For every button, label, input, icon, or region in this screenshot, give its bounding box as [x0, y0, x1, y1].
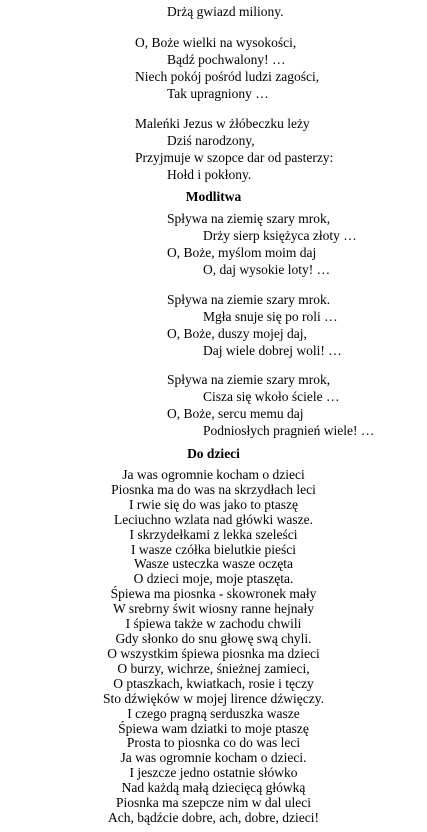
- poem-line: O, daj wysokie loty! …: [203, 262, 331, 277]
- poem-line: Sto dźwięków w mojej lirence dźwięczy.: [102, 690, 325, 706]
- poem-line: O, Boże, sercu memu daj: [167, 406, 304, 421]
- poem-line: Piosnka ma do was na skrzydłach leci: [111, 481, 316, 497]
- poem-line: O dzieci moje, moje ptaszęta.: [133, 571, 294, 587]
- poem-line: Spływa na ziemię szary mrok,: [167, 211, 331, 226]
- poem-line: I śpiewa także w zachodu chwili: [125, 616, 302, 632]
- poem-line: Piosnka ma szepcze nim w dal uleci: [116, 795, 311, 811]
- poem-line: Ach, bądźcie dobre, ach, dobre, dzieci!: [107, 810, 320, 825]
- poem-line: Podniosłych pragnień wiele! …: [203, 423, 375, 438]
- poem-line: I jeszcze jedno ostatnie słówko: [129, 765, 298, 781]
- poem-line: Niech pokój pośród ludzi zagości,: [135, 69, 320, 84]
- poem-line: Ja was ogromnie kocham o dzieci.: [120, 750, 307, 766]
- poem-line: Bądź pochwalony! …: [167, 52, 286, 67]
- poem-line: O, Boże, myślom moim daj: [167, 245, 317, 260]
- poem-title: Do dzieci: [187, 446, 240, 461]
- poem-line: Cisza się wkoło ściele …: [203, 389, 340, 404]
- poem-line: I skrzydełkami z lekka szeleści: [129, 526, 298, 542]
- poem-line: I rwie się do was jako to ptaszę: [128, 496, 299, 512]
- poem-line: Nad każdą małą dziecięcą główką: [121, 780, 306, 796]
- poem-line: Daj wiele dobrej woli! …: [203, 343, 342, 358]
- poem-line: Tak upragniony …: [167, 86, 269, 101]
- poem-line: Przyjmuje w szopce dar od pasterzy:: [135, 150, 334, 165]
- poem-line: I wasze czółka bielutkie pieści: [131, 541, 296, 557]
- poem-line: Wasze usteczka wasze oczęta: [134, 556, 293, 572]
- poem-line: Śpiewa ma piosnka - skowronek mały: [110, 586, 317, 602]
- poem-line: Spływa na ziemie szary mrok,: [167, 372, 331, 387]
- poem-line: Prosta to piosnka co do was leci: [126, 735, 301, 751]
- poem-line: O, Boże, duszy mojej daj,: [167, 326, 307, 341]
- poem-line: Śpiewa wam dziatki to moje ptaszę: [118, 720, 309, 736]
- poem-line: Spływa na ziemie szary mrok.: [167, 292, 331, 307]
- fragment-line: Drżą gwiazd miliony.: [167, 4, 284, 19]
- poem-line: O wszystkim śpiewa piosnka ma dzieci: [107, 645, 320, 661]
- poem-line: Hołd i pokłony.: [167, 167, 252, 182]
- poem-line: Gdy słonko do snu głowę swą chyli.: [115, 631, 312, 647]
- poem-line: O, Boże wielki na wysokości,: [135, 35, 297, 50]
- poem-line: Leciuchno wzlata nad główki wasze.: [113, 511, 314, 527]
- poem-line: O ptaszkach, kwiatkach, rosie i tęczy: [113, 675, 314, 691]
- poem-line: Ja was ogromnie kocham o dzieci: [122, 467, 305, 482]
- poem-line: Mgła snuje się po roli …: [203, 309, 338, 324]
- poem-title: Modlitwa: [185, 189, 242, 204]
- poem-line: Drży sierp księżyca złoty …: [203, 228, 357, 243]
- poem-line: Dziś narodzony,: [167, 133, 255, 148]
- poem-line: I czego pragną serduszka wasze: [127, 705, 300, 721]
- poem-line: W srebrny świt wiosny ranne hejnały: [112, 601, 315, 617]
- poem-line: O burzy, wichrze, śnieżnej zamieci,: [117, 660, 310, 676]
- poem-line: Maleńki Jezus w żłóbeczku leży: [135, 116, 310, 131]
